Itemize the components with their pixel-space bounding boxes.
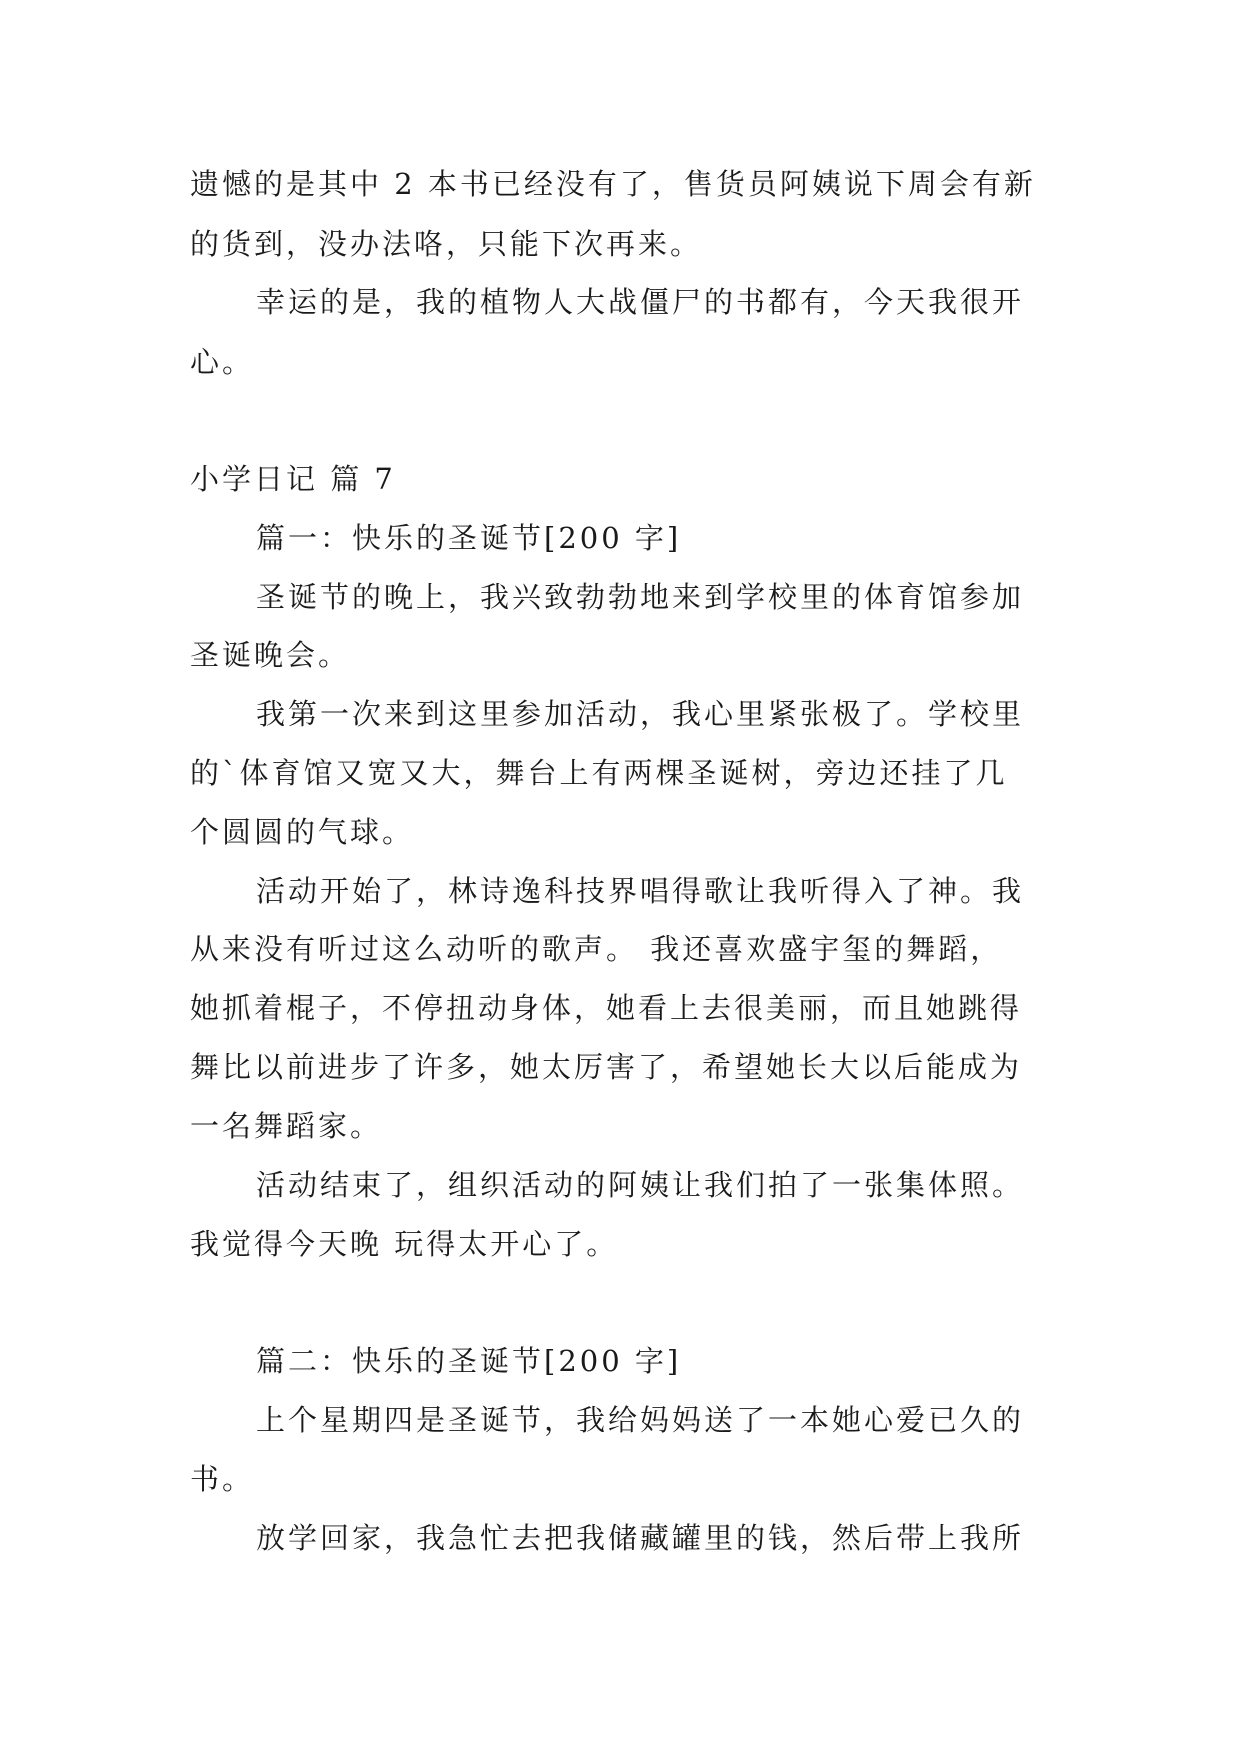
text-line: 遗憾的是其中 2 本书已经没有了，售货员阿姨说下周会有新	[190, 167, 1036, 201]
text-line: 舞比以前进步了许多，她太厉害了，希望她长大以后能成为	[190, 1050, 1023, 1084]
text-line: 幸运的是，我的植物人大战僵尸的书都有，今天我很开	[256, 285, 1025, 319]
text-line: 我第一次来到这里参加活动，我心里紧张极了。学校里	[256, 697, 1025, 731]
text-line: 放学回家，我急忙去把我储藏罐里的钱，然后带上我所	[256, 1521, 1025, 1555]
article-title: 篇一：快乐的圣诞节[200 字]	[256, 521, 682, 555]
text-line: 一名舞蹈家。	[190, 1109, 383, 1143]
article-title: 篇二：快乐的圣诞节[200 字]	[256, 1344, 682, 1378]
text-line: 的`体育馆又宽又大，舞台上有两棵圣诞树，旁边还挂了几	[190, 756, 1008, 790]
text-line: 从来没有听过这么动听的歌声。 我还喜欢盛宇玺的舞蹈，	[190, 932, 1003, 966]
text-line: 活动结束了，组织活动的阿姨让我们拍了一张集体照。	[256, 1168, 1025, 1202]
section-heading: 小学日记 篇 7	[190, 462, 396, 496]
text-line: 个圆圆的气球。	[190, 815, 415, 849]
text-line: 心。	[190, 345, 255, 379]
text-line: 她抓着棍子，不停扭动身体，她看上去很美丽，而且她跳得	[190, 991, 1023, 1025]
text-line: 的货到，没办法咯，只能下次再来。	[190, 227, 703, 261]
text-line: 书。	[190, 1462, 255, 1496]
text-line: 上个星期四是圣诞节，我给妈妈送了一本她心爱已久的	[256, 1403, 1025, 1437]
text-line: 圣诞晚会。	[190, 638, 351, 672]
text-line: 我觉得今天晚 玩得太开心了。	[190, 1227, 619, 1261]
text-line: 圣诞节的晚上，我兴致勃勃地来到学校里的体育馆参加	[256, 580, 1025, 614]
text-line: 活动开始了，林诗逸科技界唱得歌让我听得入了神。我	[256, 874, 1025, 908]
